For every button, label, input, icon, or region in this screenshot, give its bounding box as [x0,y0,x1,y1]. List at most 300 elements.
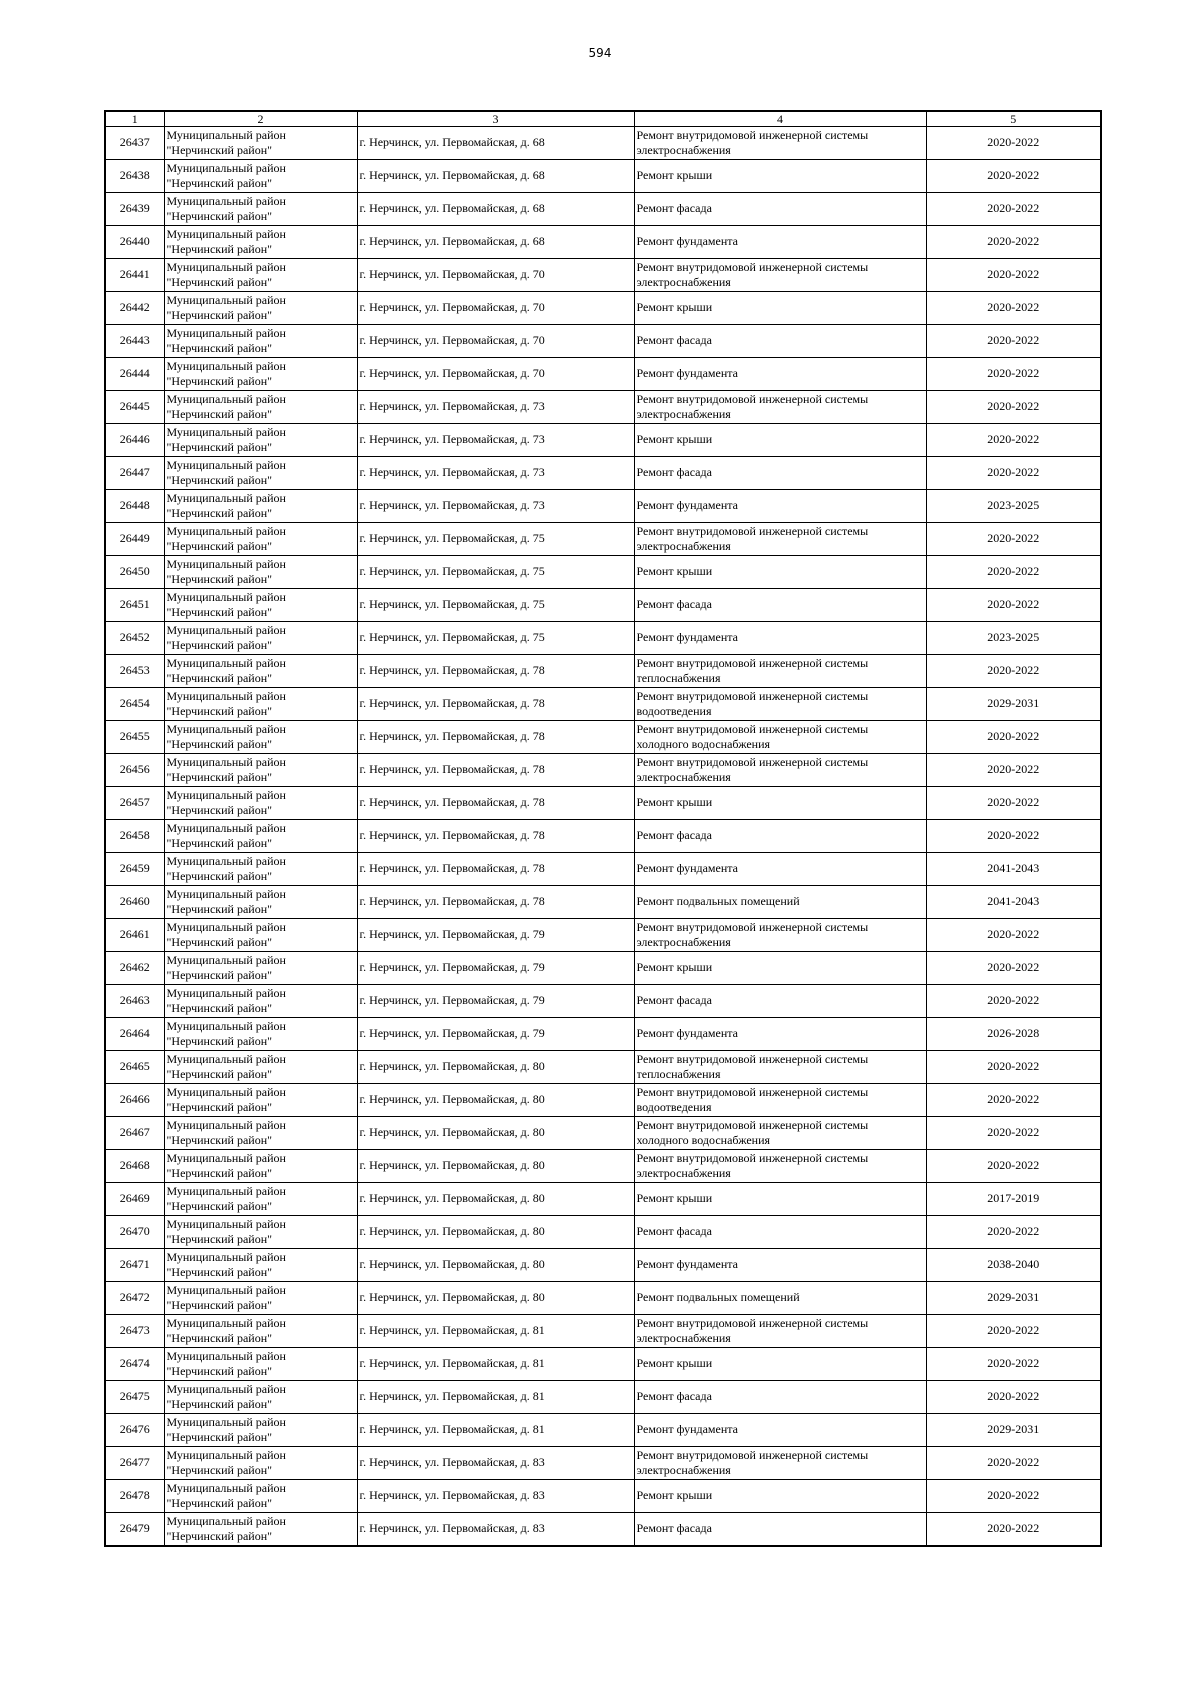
municipality-cell [164,1084,357,1117]
address-cell: г. Нерчинск, ул. Первомайская, д. 78 [357,853,634,886]
period-cell: 2020-2022 [926,160,1101,193]
address-cell: г. Нерчинск, ул. Первомайская, д. 81 [357,1348,634,1381]
municipality-cell [164,985,357,1018]
address-cell: г. Нерчинск, ул. Первомайская, д. 79 [357,985,634,1018]
municipality-line-2: "Нерчинский район" [166,1265,273,1279]
period-cell: 2020-2022 [926,193,1101,226]
work-type-line-2: электроснабжения [636,275,731,289]
table-row [105,1216,1101,1249]
address-cell: г. Нерчинск, ул. Первомайская, д. 68 [357,193,634,226]
work-type-cell [634,1513,926,1547]
work-type-cell [634,127,926,160]
row-number: 26473 [105,1315,164,1348]
municipality-cell [164,787,357,820]
period-cell: 2020-2022 [926,1348,1101,1381]
work-type-line-2: теплоснабжения [636,1067,721,1081]
municipality-line-2: "Нерчинский район" [166,473,273,487]
work-type-line-1: Ремонт фасада [636,1224,712,1239]
row-number: 26450 [105,556,164,589]
work-type-line-2: холодного водоснабжения [636,1133,771,1147]
row-number: 26461 [105,919,164,952]
period-cell: 2029-2031 [926,1282,1101,1315]
work-type-line-1: Ремонт крыши [636,300,713,315]
address-cell: г. Нерчинск, ул. Первомайская, д. 70 [357,325,634,358]
address-cell: г. Нерчинск, ул. Первомайская, д. 78 [357,820,634,853]
work-type-cell [634,1414,926,1447]
work-type-cell [634,325,926,358]
municipality-line-2: "Нерчинский район" [166,308,273,322]
table-row [105,1513,1101,1547]
work-type-line-1: Ремонт внутридомовой инженерной системы [636,1051,869,1066]
row-number: 26456 [105,754,164,787]
table-row [105,853,1101,886]
municipality-line-2: "Нерчинский район" [166,506,273,520]
municipality-cell [164,1018,357,1051]
work-type-line-2: электроснабжения [636,770,731,784]
municipality-line-2: "Нерчинский район" [166,1331,273,1345]
row-number: 26452 [105,622,164,655]
row-number: 26451 [105,589,164,622]
municipality-line-1: Муниципальный район [166,226,286,241]
work-type-line-1: Ремонт фундамента [636,1257,738,1272]
period-cell: 2020-2022 [926,391,1101,424]
work-type-cell [634,292,926,325]
row-number: 26447 [105,457,164,490]
row-number: 26437 [105,127,164,160]
address-cell: г. Нерчинск, ул. Первомайская, д. 75 [357,589,634,622]
municipality-line-2: "Нерчинский район" [166,176,273,190]
municipality-line-1: Муниципальный район [166,358,286,373]
table-row [105,1150,1101,1183]
municipality-cell [164,622,357,655]
period-cell: 2020-2022 [926,1084,1101,1117]
address-cell: г. Нерчинск, ул. Первомайская, д. 73 [357,457,634,490]
municipality-line-2: "Нерчинский район" [166,704,273,718]
address-cell: г. Нерчинск, ул. Первомайская, д. 80 [357,1183,634,1216]
municipality-cell [164,1381,357,1414]
work-type-line-1: Ремонт фундамента [636,1026,738,1041]
row-number: 26464 [105,1018,164,1051]
column-header-4: 4 [634,111,926,127]
work-type-line-2: электроснабжения [636,935,731,949]
municipality-line-1: Муниципальный район [166,160,286,175]
municipality-cell [164,160,357,193]
work-type-line-1: Ремонт внутридомовой инженерной системы [636,754,869,769]
period-cell: 2038-2040 [926,1249,1101,1282]
address-cell: г. Нерчинск, ул. Первомайская, д. 75 [357,556,634,589]
work-type-cell [634,886,926,919]
municipality-line-1: Муниципальный район [166,193,286,208]
address-cell: г. Нерчинск, ул. Первомайская, д. 75 [357,523,634,556]
table-row [105,622,1101,655]
row-number: 26474 [105,1348,164,1381]
address-cell: г. Нерчинск, ул. Первомайская, д. 68 [357,160,634,193]
address-cell: г. Нерчинск, ул. Первомайская, д. 78 [357,721,634,754]
municipality-cell [164,1150,357,1183]
table-row [105,490,1101,523]
address-cell: г. Нерчинск, ул. Первомайская, д. 70 [357,259,634,292]
table-row [105,556,1101,589]
municipality-cell [164,292,357,325]
period-cell: 2020-2022 [926,1447,1101,1480]
row-number: 26477 [105,1447,164,1480]
municipality-cell [164,820,357,853]
period-cell: 2020-2022 [926,1051,1101,1084]
row-number: 26454 [105,688,164,721]
work-type-line-2: электроснабжения [636,143,731,157]
period-cell: 2041-2043 [926,853,1101,886]
address-cell: г. Нерчинск, ул. Первомайская, д. 80 [357,1084,634,1117]
municipality-line-1: Муниципальный район [166,1480,286,1495]
municipality-line-1: Муниципальный район [166,1513,286,1528]
work-type-line-1: Ремонт внутридомовой инженерной системы [636,919,869,934]
municipality-line-2: "Нерчинский район" [166,803,273,817]
row-number: 26442 [105,292,164,325]
period-cell: 2020-2022 [926,556,1101,589]
row-number: 26448 [105,490,164,523]
work-type-line-1: Ремонт фасада [636,993,712,1008]
period-cell: 2029-2031 [926,1414,1101,1447]
municipality-cell [164,952,357,985]
address-cell: г. Нерчинск, ул. Первомайская, д. 68 [357,226,634,259]
address-cell: г. Нерчинск, ул. Первомайская, д. 80 [357,1117,634,1150]
municipality-line-1: Муниципальный район [166,1051,286,1066]
address-cell: г. Нерчинск, ул. Первомайская, д. 78 [357,886,634,919]
municipality-line-2: "Нерчинский район" [166,1397,273,1411]
municipality-line-1: Муниципальный район [166,985,286,1000]
municipality-line-2: "Нерчинский район" [166,1001,273,1015]
table-header [105,111,1101,127]
municipality-line-2: "Нерчинский район" [166,1496,273,1510]
work-type-line-1: Ремонт фасада [636,597,712,612]
work-type-cell [634,820,926,853]
row-number: 26471 [105,1249,164,1282]
municipality-line-1: Муниципальный район [166,820,286,835]
work-type-line-1: Ремонт фасада [636,333,712,348]
row-number: 26440 [105,226,164,259]
municipality-cell [164,1216,357,1249]
table-row [105,424,1101,457]
municipality-line-1: Муниципальный район [166,1282,286,1297]
work-type-line-1: Ремонт внутридомовой инженерной системы [636,259,869,274]
work-type-line-2: электроснабжения [636,1331,731,1345]
period-cell: 2020-2022 [926,1150,1101,1183]
municipality-line-2: "Нерчинский район" [166,638,273,652]
work-type-cell [634,985,926,1018]
column-header-5: 5 [926,111,1101,127]
header-row [105,111,1101,127]
municipality-line-1: Муниципальный район [166,1183,286,1198]
municipality-line-2: "Нерчинский район" [166,374,273,388]
municipality-cell [164,1183,357,1216]
address-cell: г. Нерчинск, ул. Первомайская, д. 83 [357,1447,634,1480]
row-number: 26439 [105,193,164,226]
work-type-line-1: Ремонт внутридомовой инженерной системы [636,127,869,142]
work-type-cell [634,1216,926,1249]
work-type-line-1: Ремонт крыши [636,1488,713,1503]
table-row [105,1084,1101,1117]
work-type-line-1: Ремонт фасада [636,1521,712,1536]
row-number: 26457 [105,787,164,820]
table-row [105,1414,1101,1447]
address-cell: г. Нерчинск, ул. Первомайская, д. 78 [357,787,634,820]
municipality-line-1: Муниципальный район [166,127,286,142]
period-cell: 2017-2019 [926,1183,1101,1216]
municipality-line-2: "Нерчинский район" [166,1232,273,1246]
table-row [105,1051,1101,1084]
municipality-line-2: "Нерчинский район" [166,242,273,256]
municipality-line-1: Муниципальный район [166,1348,286,1363]
municipality-cell [164,523,357,556]
work-type-cell [634,523,926,556]
work-type-cell [634,424,926,457]
municipality-line-1: Муниципальный район [166,391,286,406]
municipality-cell [164,1414,357,1447]
period-cell: 2029-2031 [926,688,1101,721]
row-number: 26472 [105,1282,164,1315]
work-type-cell [634,1480,926,1513]
address-cell: г. Нерчинск, ул. Первомайская, д. 68 [357,127,634,160]
row-number: 26444 [105,358,164,391]
work-type-cell [634,193,926,226]
table-row [105,292,1101,325]
municipality-line-2: "Нерчинский район" [166,440,273,454]
municipality-line-1: Муниципальный район [166,1216,286,1231]
work-type-cell [634,853,926,886]
work-type-line-2: водоотведения [636,1100,712,1114]
municipality-line-1: Муниципальный район [166,589,286,604]
work-type-line-1: Ремонт крыши [636,795,713,810]
work-type-line-1: Ремонт крыши [636,168,713,183]
municipality-line-2: "Нерчинский район" [166,539,273,553]
table-row [105,1381,1101,1414]
address-cell: г. Нерчинск, ул. Первомайская, д. 78 [357,688,634,721]
work-type-line-1: Ремонт внутридомовой инженерной системы [636,1315,869,1330]
table-row [105,787,1101,820]
work-type-cell [634,160,926,193]
municipality-line-1: Муниципальный район [166,1447,286,1462]
municipality-line-1: Муниципальный район [166,490,286,505]
municipality-line-2: "Нерчинский район" [166,1100,273,1114]
row-number: 26476 [105,1414,164,1447]
municipality-line-2: "Нерчинский район" [166,1364,273,1378]
column-header-3: 3 [357,111,634,127]
address-cell: г. Нерчинск, ул. Первомайская, д. 73 [357,391,634,424]
municipality-line-2: "Нерчинский район" [166,902,273,916]
table-row [105,655,1101,688]
period-cell: 2020-2022 [926,325,1101,358]
table-row [105,1282,1101,1315]
municipality-line-2: "Нерчинский район" [166,836,273,850]
work-type-cell [634,1315,926,1348]
work-type-cell [634,589,926,622]
table-row [105,952,1101,985]
municipality-line-1: Муниципальный район [166,292,286,307]
table-row [105,688,1101,721]
work-type-cell [634,391,926,424]
table-row [105,259,1101,292]
municipality-line-2: "Нерчинский район" [166,1034,273,1048]
municipality-line-1: Муниципальный район [166,1150,286,1165]
period-cell: 2020-2022 [926,1117,1101,1150]
column-header-1: 1 [105,111,164,127]
work-type-line-2: холодного водоснабжения [636,737,771,751]
municipality-cell [164,886,357,919]
table-row [105,127,1101,160]
municipality-cell [164,1117,357,1150]
table-row [105,754,1101,787]
work-type-line-1: Ремонт крыши [636,960,713,975]
row-number: 26470 [105,1216,164,1249]
municipality-line-1: Муниципальный район [166,1084,286,1099]
work-type-cell [634,1150,926,1183]
work-type-cell [634,1084,926,1117]
period-cell: 2026-2028 [926,1018,1101,1051]
address-cell: г. Нерчинск, ул. Первомайская, д. 70 [357,292,634,325]
work-type-cell [634,1381,926,1414]
work-type-cell [634,490,926,523]
work-type-line-1: Ремонт фундамента [636,498,738,513]
table-row [105,1447,1101,1480]
address-cell: г. Нерчинск, ул. Первомайская, д. 80 [357,1282,634,1315]
work-type-line-1: Ремонт фасада [636,1389,712,1404]
period-cell: 2020-2022 [926,1480,1101,1513]
municipality-line-2: "Нерчинский район" [166,1133,273,1147]
work-type-line-1: Ремонт внутридомовой инженерной системы [636,1150,869,1165]
table-row [105,1315,1101,1348]
municipality-cell [164,556,357,589]
work-type-line-1: Ремонт фундамента [636,366,738,381]
period-cell: 2020-2022 [926,655,1101,688]
municipality-line-1: Муниципальный район [166,1315,286,1330]
municipality-line-2: "Нерчинский район" [166,1430,273,1444]
period-cell: 2020-2022 [926,127,1101,160]
municipality-line-1: Муниципальный район [166,688,286,703]
work-type-line-1: Ремонт фундамента [636,861,738,876]
address-cell: г. Нерчинск, ул. Первомайская, д. 80 [357,1216,634,1249]
municipality-line-2: "Нерчинский район" [166,1463,273,1477]
municipality-cell [164,1051,357,1084]
table-row [105,457,1101,490]
table-row [105,1117,1101,1150]
address-cell: г. Нерчинск, ул. Первомайская, д. 80 [357,1150,634,1183]
period-cell: 2041-2043 [926,886,1101,919]
work-type-line-1: Ремонт внутридомовой инженерной системы [636,391,869,406]
municipality-cell [164,259,357,292]
table-row [105,886,1101,919]
municipality-line-1: Муниципальный район [166,919,286,934]
municipality-cell [164,688,357,721]
municipality-line-1: Муниципальный район [166,721,286,736]
work-type-cell [634,226,926,259]
municipality-cell [164,1348,357,1381]
municipality-cell [164,919,357,952]
row-number: 26479 [105,1513,164,1547]
municipality-line-2: "Нерчинский район" [166,605,273,619]
row-number: 26438 [105,160,164,193]
municipality-line-1: Муниципальный район [166,1249,286,1264]
table-row [105,325,1101,358]
municipality-line-2: "Нерчинский район" [166,968,273,982]
municipality-cell [164,358,357,391]
row-number: 26445 [105,391,164,424]
period-cell: 2020-2022 [926,1315,1101,1348]
row-number: 26467 [105,1117,164,1150]
table-row [105,1249,1101,1282]
municipality-line-1: Муниципальный район [166,655,286,670]
municipality-line-2: "Нерчинский район" [166,341,273,355]
work-type-line-2: электроснабжения [636,1166,731,1180]
work-type-cell [634,1447,926,1480]
municipality-line-1: Муниципальный район [166,556,286,571]
municipality-cell [164,226,357,259]
address-cell: г. Нерчинск, ул. Первомайская, д. 83 [357,1480,634,1513]
municipality-line-2: "Нерчинский район" [166,1166,273,1180]
row-number: 26455 [105,721,164,754]
municipality-line-1: Муниципальный район [166,1381,286,1396]
municipality-cell [164,490,357,523]
table-row [105,358,1101,391]
municipality-line-1: Муниципальный район [166,853,286,868]
municipality-line-2: "Нерчинский район" [166,1529,273,1543]
municipality-cell [164,1315,357,1348]
address-cell: г. Нерчинск, ул. Первомайская, д. 80 [357,1051,634,1084]
municipality-line-1: Муниципальный район [166,424,286,439]
address-cell: г. Нерчинск, ул. Первомайская, д. 73 [357,490,634,523]
address-cell: г. Нерчинск, ул. Первомайская, д. 70 [357,358,634,391]
table-row [105,820,1101,853]
period-cell: 2023-2025 [926,490,1101,523]
municipality-cell [164,424,357,457]
municipality-line-2: "Нерчинский район" [166,275,273,289]
period-cell: 2023-2025 [926,622,1101,655]
column-header-2: 2 [164,111,357,127]
table-row [105,1480,1101,1513]
work-type-line-1: Ремонт фундамента [636,1422,738,1437]
work-type-line-2: теплоснабжения [636,671,721,685]
work-type-line-1: Ремонт крыши [636,564,713,579]
municipality-cell [164,1249,357,1282]
work-type-line-1: Ремонт крыши [636,1191,713,1206]
period-cell: 2020-2022 [926,523,1101,556]
row-number: 26478 [105,1480,164,1513]
municipality-line-2: "Нерчинский район" [166,737,273,751]
work-type-cell [634,622,926,655]
table-row [105,160,1101,193]
table-row [105,226,1101,259]
table-row [105,589,1101,622]
address-cell: г. Нерчинск, ул. Первомайская, д. 81 [357,1381,634,1414]
period-cell: 2020-2022 [926,589,1101,622]
table-row [105,721,1101,754]
municipality-cell [164,655,357,688]
work-type-line-1: Ремонт фасада [636,201,712,216]
work-type-cell [634,721,926,754]
municipality-line-1: Муниципальный район [166,259,286,274]
municipality-line-1: Муниципальный район [166,952,286,967]
row-number: 26475 [105,1381,164,1414]
row-number: 26469 [105,1183,164,1216]
table-row [105,523,1101,556]
period-cell: 2020-2022 [926,754,1101,787]
municipality-line-1: Муниципальный район [166,325,286,340]
period-cell: 2020-2022 [926,820,1101,853]
work-type-line-1: Ремонт крыши [636,432,713,447]
municipality-cell [164,754,357,787]
row-number: 26449 [105,523,164,556]
work-type-line-1: Ремонт фундамента [636,630,738,645]
row-number: 26463 [105,985,164,1018]
